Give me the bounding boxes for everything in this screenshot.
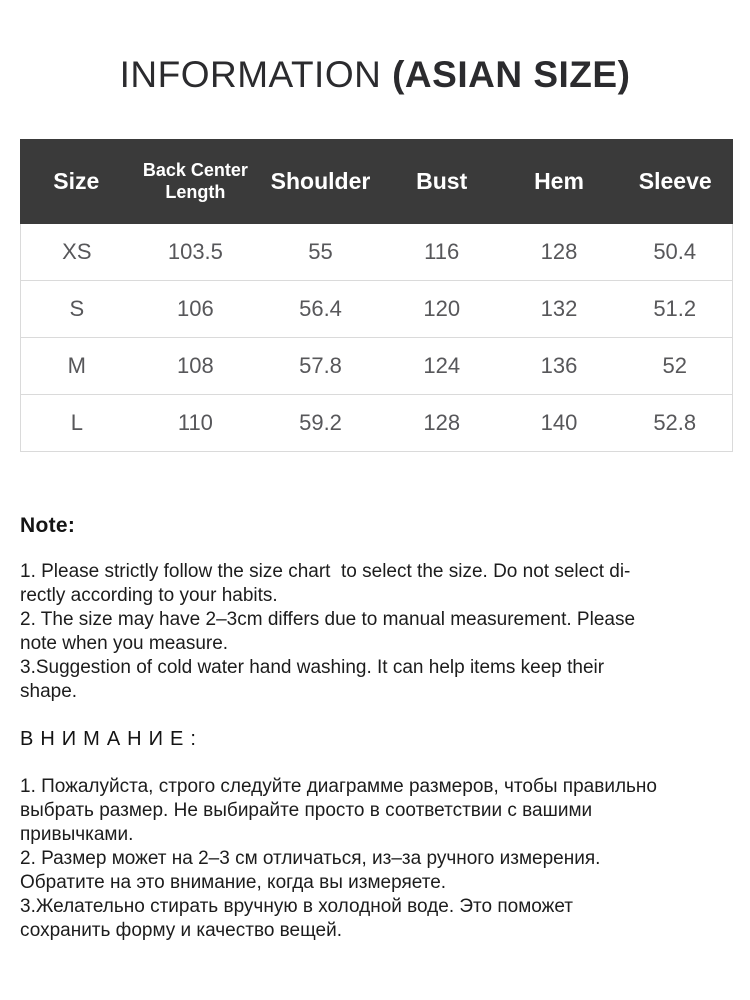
table-row-xs xyxy=(20,224,733,281)
table-row-m xyxy=(20,338,733,395)
value-cell: 55 xyxy=(258,224,383,281)
value-cell: 128 xyxy=(501,224,618,281)
header-cell-shoulder: Shoulder xyxy=(258,139,383,224)
attention-line: привычками. xyxy=(20,824,134,845)
value-cell: 106 xyxy=(133,281,258,338)
note-line: 2. The size may have 2–3cm differs due to manual measurement. Please xyxy=(20,609,636,630)
page-title-regular: INFORMATION xyxy=(119,54,393,95)
value-cell: 124 xyxy=(383,338,501,395)
value-cell: 50.4 xyxy=(617,224,733,281)
note-line: note when you measure. xyxy=(20,633,229,654)
header-cell-size: Size xyxy=(20,139,133,224)
value-cell: 52 xyxy=(617,338,733,395)
attention-heading: ВНИМАНИЕ: xyxy=(20,728,203,750)
attention-item-1 xyxy=(20,775,730,943)
size-cell: XS xyxy=(20,224,133,281)
attention-line: сохранить форму и качество вещей. xyxy=(20,920,342,941)
value-cell: 108 xyxy=(133,338,258,395)
note-item-1 xyxy=(20,560,730,704)
table-row-s xyxy=(20,281,733,338)
notes-section xyxy=(20,514,730,704)
value-cell: 136 xyxy=(501,338,618,395)
header-cell-hem: Hem xyxy=(501,139,618,224)
value-cell: 52.8 xyxy=(617,395,733,452)
page-title xyxy=(0,54,750,96)
value-cell: 51.2 xyxy=(617,281,733,338)
attention-line: 2. Размер может на 2–3 см отличаться, из–за ручного измерения. xyxy=(20,848,601,869)
notes-heading: Note: xyxy=(20,514,76,537)
value-cell: 120 xyxy=(383,281,501,338)
header-cell-bust: Bust xyxy=(383,139,501,224)
value-cell: 116 xyxy=(383,224,501,281)
attention-line: 3.Желательно стирать вручную в холодной воде. Это поможет xyxy=(20,896,574,917)
page-title-bold: (ASIAN SIZE) xyxy=(392,54,631,95)
header-cell-sleeve: Sleeve xyxy=(617,139,733,224)
value-cell: 56.4 xyxy=(258,281,383,338)
value-cell: 103.5 xyxy=(133,224,258,281)
attention-line: 1. Пожалуйста, строго следуйте диаграмме размеров, чтобы правильно xyxy=(20,776,657,797)
attention-line: Обратите на это внимание, когда вы измеряете. xyxy=(20,872,447,893)
header-cell-back-center-length: Back Center Length xyxy=(133,139,258,224)
value-cell: 132 xyxy=(501,281,618,338)
value-cell: 57.8 xyxy=(258,338,383,395)
note-line: rectly according to your habits. xyxy=(20,585,278,606)
note-line: shape. xyxy=(20,681,78,702)
size-cell: S xyxy=(20,281,133,338)
value-cell: 110 xyxy=(133,395,258,452)
value-cell: 128 xyxy=(383,395,501,452)
value-cell: 59.2 xyxy=(258,395,383,452)
size-table-header xyxy=(20,139,733,224)
size-table xyxy=(20,139,733,452)
size-cell: L xyxy=(20,395,133,452)
value-cell: 140 xyxy=(501,395,618,452)
attention-section xyxy=(20,728,730,943)
table-row-l xyxy=(20,395,733,452)
attention-line: выбрать размер. Не выбирайте просто в соответствии с вашими xyxy=(20,800,593,821)
note-line: 3.Suggestion of cold water hand washing. It can help items keep their xyxy=(20,657,605,678)
size-cell: M xyxy=(20,338,133,395)
note-line: 1. Please strictly follow the size chart to select the size. Do not select di- xyxy=(20,561,631,582)
